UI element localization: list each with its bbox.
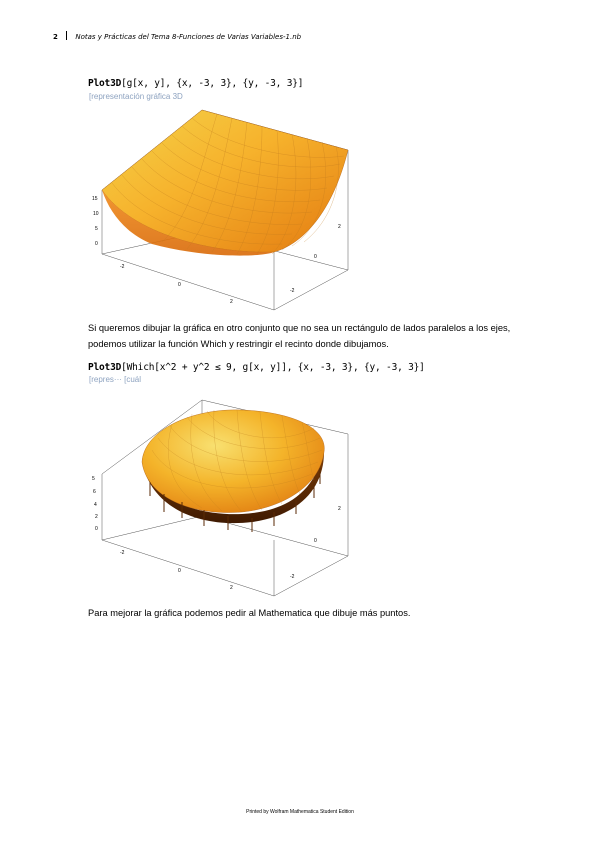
y-tick: 0 [314, 254, 317, 260]
notebook-title: Notas y Prácticas del Tema 8-Funciones de Varias Variables-1.nb [75, 33, 302, 41]
page-footer: Printed by Wolfram Mathematica Student Edition [246, 809, 354, 815]
plot3d-square-domain[interactable] [92, 104, 360, 316]
y-tick: -2 [290, 288, 295, 294]
output-label-which[interactable]: [cuál [124, 375, 142, 384]
input-cell-plot3d[interactable] [88, 78, 303, 89]
output-label-representation[interactable]: [repres··· [89, 375, 122, 384]
z-tick: 6 [93, 489, 96, 495]
z-tick: 4 [94, 502, 97, 508]
input-cell-plot3d-which[interactable] [88, 362, 425, 373]
page-header [53, 31, 301, 41]
z-tick: 15 [92, 196, 98, 202]
plot3d-disk-domain[interactable] [92, 390, 360, 604]
output-label[interactable]: [representación gráfica 3D [89, 92, 183, 101]
y-tick: -2 [290, 574, 295, 580]
header-divider [66, 31, 67, 40]
output-labels [89, 375, 141, 384]
paragraph-more-points: Para mejorar la gráfica podemos pedir al Mathematica que dibuje más puntos. [88, 608, 411, 618]
x-axis-ticks [120, 550, 233, 591]
x-tick: 0 [178, 282, 181, 288]
z-tick: 5 [95, 226, 98, 232]
input-function: Plot3D [88, 78, 122, 89]
z-tick: 5 [92, 476, 95, 482]
y-tick: 2 [338, 224, 341, 230]
y-tick: 2 [338, 506, 341, 512]
x-tick: 0 [178, 568, 181, 574]
x-tick: -2 [120, 550, 125, 556]
z-axis-ticks [92, 476, 98, 532]
paragraph-which: Si queremos dibujar la gráfica en otro conjunto que no sea un rectángulo de lados paralelos a los ejes, podemos utilizar la función Which y restringir el recinto donde dibujamos. [88, 323, 511, 349]
x-axis-ticks [120, 264, 233, 305]
x-tick: 2 [230, 585, 233, 591]
z-tick: 2 [95, 514, 98, 520]
y-tick: 0 [314, 538, 317, 544]
z-axis-ticks [92, 196, 99, 247]
z-tick: 0 [95, 526, 98, 532]
input-function: Plot3D [88, 362, 122, 373]
y-axis-ticks [290, 506, 341, 580]
z-tick: 10 [93, 211, 99, 217]
x-tick: -2 [120, 264, 125, 270]
page-number: 2 [53, 33, 58, 41]
z-tick: 0 [95, 241, 98, 247]
input-arguments: [Which[x^2 + y^2 ≤ 9, g[x, y]], {x, -3, 3}, {y, -3, 3}] [121, 362, 425, 373]
x-tick: 2 [230, 299, 233, 305]
input-arguments: [g[x, y], {x, -3, 3}, {y, -3, 3}] [121, 78, 304, 89]
